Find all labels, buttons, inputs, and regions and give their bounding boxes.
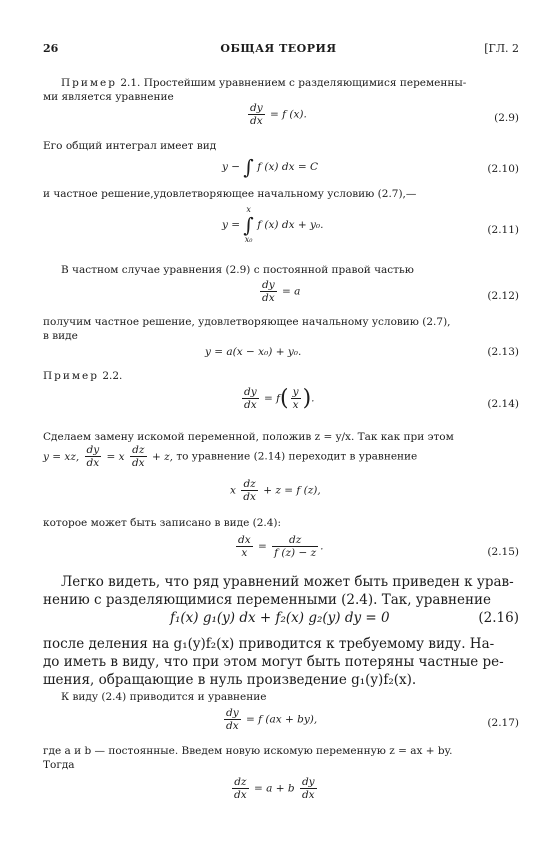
equation-2-11: y = x ∫ x₀ f (x) dx + y₀. <box>222 205 324 244</box>
equation-number-2-10: (2.10) <box>487 163 519 175</box>
to-form-text: К виду (2.4) приводится и уравнение <box>61 691 267 703</box>
equation-number-2-11: (2.11) <box>487 224 519 236</box>
substitution-line2: y = xz, $\frac{dy}{dx}$ = x $\frac{dz}{dx}$ + z, то уравнение (2.14) переходит в уравнение <box>43 444 418 469</box>
example-2-1-intro: Пример 2.1. Простейшим уравнением с разделяющимися переменны- <box>61 77 467 89</box>
running-title: ОБЩАЯ ТЕОРИЯ <box>220 42 337 55</box>
after-division-line3: шения, обращающие в нуль произведение g₁(y)f₂(x). <box>43 672 417 688</box>
equation-number-2-9: (2.9) <box>494 112 519 124</box>
particular-solution-text: и частное решение,удовлетворяющее начальному условию (2.7),— <box>43 188 417 200</box>
chapter-marker: [ГЛ. 2 <box>484 42 519 55</box>
obtain-solution-line2: в виде <box>43 330 78 342</box>
page-number: 26 <box>43 42 59 55</box>
after-division-line1: после деления на g₁(y)f₂(x) приводится к требуемому виду. На- <box>43 636 495 652</box>
equation-2-16: f₁(x) g₁(y) dx + f₂(x) g₂(y) dy = 0 <box>170 610 390 626</box>
general-integral-text: Его общий интеграл имеет вид <box>43 140 217 152</box>
equation-number-2-12: (2.12) <box>487 290 519 302</box>
where-ab-line2: Тогда <box>43 759 75 771</box>
equation-2-14: $\frac{dy}{dx}$ = f( $\frac{y}{x}$ ). <box>244 386 315 411</box>
example-2-2-label: Пример 2.2. <box>43 370 123 382</box>
constant-rhs-text: В частном случае уравнения (2.9) с постоянной правой частью <box>61 264 414 276</box>
equation-2-15: $\frac{dx}{x}$ = $\frac{dz}{f (z) - z}$ . <box>238 534 324 559</box>
obtain-solution-line1: получим частное решение, удовлетворяющее начальному условию (2.7), <box>43 316 451 328</box>
equation-number-2-16: (2.16) <box>478 610 519 626</box>
equation-number-2-17: (2.17) <box>487 717 519 729</box>
easy-to-see-line1: Легко видеть, что ряд уравнений может быть приведен к урав- <box>61 574 514 590</box>
substitution-line1: Сделаем замену искомой переменной, положив z = y/x. Так как при этом <box>43 431 454 443</box>
equation-2-13: y = a(x − x₀) + y₀. <box>205 346 302 358</box>
equation-number-2-13: (2.13) <box>487 346 519 358</box>
equation-2-10: y − ∫ f (x) dx = C <box>222 155 319 179</box>
equation-2-9: $\frac{dy}{dx}$ = f (x). <box>250 102 307 127</box>
after-division-line2: до иметь в виду, что при этом могут быть потеряны частные ре- <box>43 654 504 670</box>
equation-number-2-14: (2.14) <box>487 398 519 410</box>
equation-number-2-15: (2.15) <box>487 546 519 558</box>
equation-2-12: $\frac{dy}{dx}$ = a <box>262 279 301 304</box>
substitution-expression: y = xz, $\frac{dy}{dx}$ = x $\frac{dz}{dx}$ + z, <box>43 444 173 469</box>
equation-final: $\frac{dz}{dx}$ = a + b $\frac{dy}{dx}$ <box>234 776 315 801</box>
where-ab-line1: где a и b — постоянные. Введем новую искомую переменную z = ax + by. <box>43 745 453 757</box>
can-be-written-text: которое может быть записано в виде (2.4): <box>43 517 282 529</box>
equation-2-17: $\frac{dy}{dx}$ = f (ax + by), <box>226 707 318 732</box>
easy-to-see-line2: нению с разделяющимися переменными (2.4). Так, уравнение <box>43 592 491 608</box>
example-2-1-line2: ми является уравнение <box>43 91 174 103</box>
equation-xz: x $\frac{dz}{dx}$ + z = f (z), <box>230 478 321 503</box>
